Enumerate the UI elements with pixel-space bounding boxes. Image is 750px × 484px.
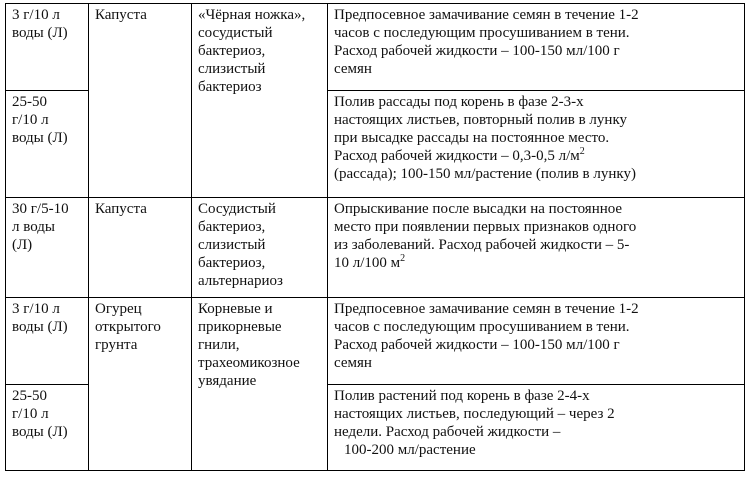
- dose-line: 3 г/10 л: [12, 301, 60, 317]
- dose-line: воды (Л): [12, 424, 68, 440]
- superscript: 2: [400, 253, 406, 264]
- disease-cell: [192, 4, 328, 198]
- method-line: 100-200 мл/растение: [344, 442, 476, 458]
- dose-cell: [6, 4, 89, 91]
- disease-line: бактериоз: [198, 79, 262, 95]
- disease-line: бактериоз,: [198, 255, 266, 271]
- disease-line: трахеомикозное: [198, 355, 300, 371]
- disease-line: слизистый: [198, 237, 266, 253]
- method-line: Опрыскивание после высадки на постоянное: [334, 201, 623, 217]
- method-line: Расход рабочей жидкости – 0,3-0,5 л/м: [334, 148, 580, 164]
- disease-cell: [192, 198, 328, 298]
- method-line: место при появлении первых признаков одного: [334, 219, 637, 235]
- method-line: Полив растений под корень в фазе 2-4-х: [334, 388, 590, 404]
- method-cell: [328, 4, 745, 91]
- method-line: семян: [334, 61, 372, 77]
- dose-cell: [6, 198, 89, 298]
- dose-cell: [6, 385, 89, 471]
- disease-line: слизистый: [198, 61, 266, 77]
- method-line: Расход рабочей жидкости – 100-150 мл/100 г: [334, 43, 620, 59]
- dose-line: воды (Л): [12, 319, 68, 335]
- disease-cell: [192, 298, 328, 471]
- dose-line: г/10 л: [12, 112, 49, 128]
- method-line: Полив рассады под корень в фазе 2-3-х: [334, 94, 584, 110]
- method-line: недели. Расход рабочей жидкости –: [334, 424, 561, 440]
- crop-line: Капуста: [95, 201, 147, 217]
- dose-line: 3 г/10 л: [12, 7, 60, 23]
- disease-line: гнили,: [198, 337, 240, 353]
- superscript: 2: [579, 146, 585, 157]
- table-row: [6, 298, 745, 385]
- disease-line: Сосудистый: [198, 201, 276, 217]
- dose-line: л воды: [12, 219, 55, 235]
- crop-line: Капуста: [95, 7, 147, 23]
- disease-line: Корневые и: [198, 301, 273, 317]
- dose-line: 25-50: [12, 94, 47, 110]
- method-cell: [328, 298, 745, 385]
- disease-line: сосудистый: [198, 25, 273, 41]
- crop-line: открытого: [95, 319, 161, 335]
- crop-cell: [89, 298, 192, 471]
- method-line: часов с последующим просушиванием в тени.: [334, 319, 630, 335]
- method-line: настоящих листьев, повторный полив в лунку: [334, 112, 628, 128]
- method-line: Предпосевное замачивание семян в течение 1-2: [334, 7, 639, 23]
- table-row: [6, 4, 745, 91]
- disease-line: «Чёрная ножка»,: [198, 7, 306, 23]
- dose-line: (Л): [12, 237, 33, 253]
- method-line: (рассада); 100-150 мл/растение (полив в лунку): [334, 166, 636, 182]
- method-cell: [328, 91, 745, 198]
- method-cell: [328, 385, 745, 471]
- method-line: из заболеваний. Расход рабочей жидкости – 5-: [334, 237, 630, 253]
- dose-line: 30 г/5-10: [12, 201, 69, 217]
- table-row: [6, 198, 745, 298]
- disease-line: бактериоз,: [198, 43, 266, 59]
- crop-line: грунта: [95, 337, 138, 353]
- treatment-table: [5, 3, 745, 471]
- disease-line: альтернариоз: [198, 273, 283, 289]
- method-line: семян: [334, 355, 372, 371]
- crop-line: Огурец: [95, 301, 142, 317]
- dose-cell: [6, 91, 89, 198]
- dose-line: г/10 л: [12, 406, 49, 422]
- disease-line: бактериоз,: [198, 219, 266, 235]
- dose-line: воды (Л): [12, 25, 68, 41]
- crop-cell: [89, 4, 192, 198]
- dose-cell: [6, 298, 89, 385]
- disease-line: увядание: [198, 373, 257, 389]
- method-line: при высадке рассады на постоянное место.: [334, 130, 610, 146]
- method-line: часов с последующим просушиванием в тени.: [334, 25, 630, 41]
- disease-line: прикорневые: [198, 319, 282, 335]
- method-line-with-sup: [334, 147, 738, 165]
- method-line-with-sup: [334, 254, 738, 272]
- method-line: Расход рабочей жидкости – 100-150 мл/100 г: [334, 337, 620, 353]
- method-line: 10 л/100 м: [334, 255, 401, 271]
- method-cell: [328, 198, 745, 298]
- crop-cell: [89, 198, 192, 298]
- dose-line: 25-50: [12, 388, 47, 404]
- method-line: настоящих листьев, последующий – через 2: [334, 406, 615, 422]
- method-line: Предпосевное замачивание семян в течение 1-2: [334, 301, 639, 317]
- dose-line: воды (Л): [12, 130, 68, 146]
